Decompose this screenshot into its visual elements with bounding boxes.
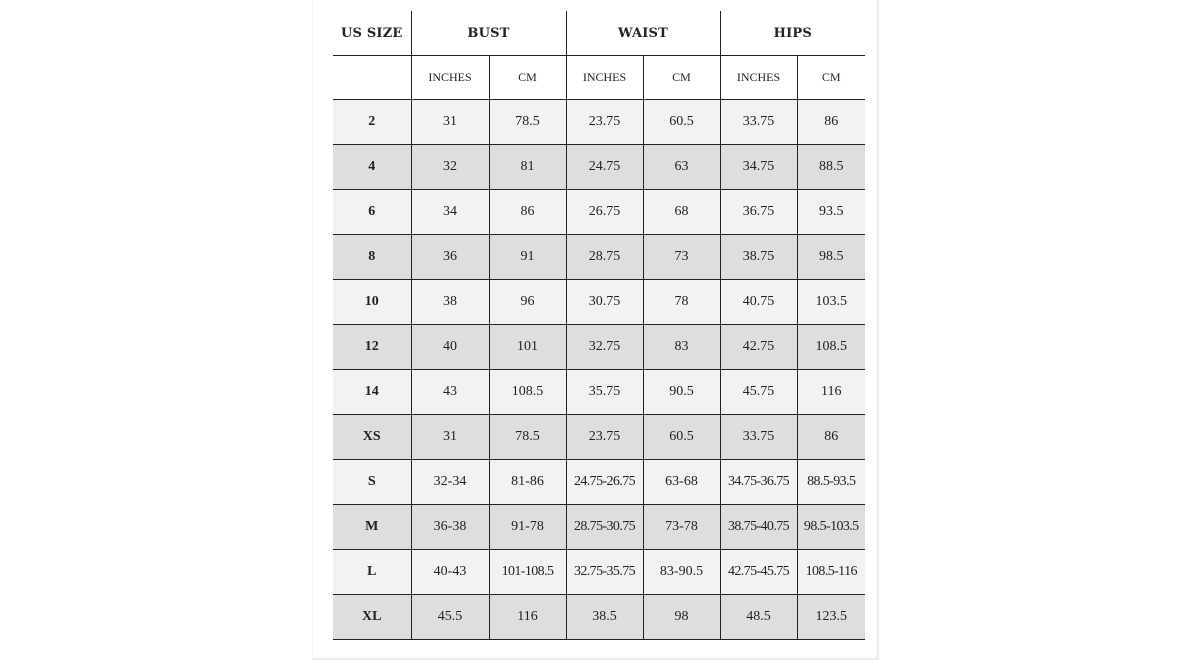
size-cell: 6 bbox=[333, 190, 411, 235]
bust-inches-cell: 40-43 bbox=[411, 550, 489, 595]
hips-inches-cell: 33.75 bbox=[720, 100, 797, 145]
waist-cm-cell: 63 bbox=[643, 145, 720, 190]
table-row bbox=[333, 100, 865, 145]
bust-cm-cell: 78.5 bbox=[489, 100, 566, 145]
subheader-empty bbox=[333, 56, 411, 100]
hips-cm-cell: 88.5 bbox=[797, 145, 865, 190]
waist-inches-cell: 23.75 bbox=[566, 100, 643, 145]
size-cell: 14 bbox=[333, 370, 411, 415]
bust-inches-cell: 36 bbox=[411, 235, 489, 280]
hips-inches-cell: 40.75 bbox=[720, 280, 797, 325]
waist-cm-cell: 63-68 bbox=[643, 460, 720, 505]
table-row bbox=[333, 595, 865, 640]
bust-cm-cell: 101-108.5 bbox=[489, 550, 566, 595]
table-row bbox=[333, 505, 865, 550]
bust-cm-cell: 96 bbox=[489, 280, 566, 325]
bust-cm-cell: 116 bbox=[489, 595, 566, 640]
waist-inches-cell: 30.75 bbox=[566, 280, 643, 325]
bust-inches-cell: 34 bbox=[411, 190, 489, 235]
hips-inches-cell: 33.75 bbox=[720, 415, 797, 460]
bust-inches-cell: 36-38 bbox=[411, 505, 489, 550]
size-cell: 4 bbox=[333, 145, 411, 190]
waist-inches-cell: 35.75 bbox=[566, 370, 643, 415]
waist-cm-cell: 83-90.5 bbox=[643, 550, 720, 595]
hips-inches-cell: 48.5 bbox=[720, 595, 797, 640]
bust-inches-cell: 32-34 bbox=[411, 460, 489, 505]
header-row bbox=[333, 11, 865, 56]
bust-inches-cell: 38 bbox=[411, 280, 489, 325]
table-row bbox=[333, 190, 865, 235]
size-cell: XL bbox=[333, 595, 411, 640]
waist-inches-cell: 38.5 bbox=[566, 595, 643, 640]
waist-cm-cell: 60.5 bbox=[643, 100, 720, 145]
hips-inches-cell: 42.75-45.75 bbox=[720, 550, 797, 595]
bust-inches-cell: 32 bbox=[411, 145, 489, 190]
waist-inches-cell: 32.75 bbox=[566, 325, 643, 370]
size-chart-header bbox=[333, 11, 865, 100]
subheader-hips-inches: INCHES bbox=[720, 56, 797, 100]
bust-cm-cell: 91-78 bbox=[489, 505, 566, 550]
hips-cm-cell: 108.5 bbox=[797, 325, 865, 370]
size-chart-body bbox=[333, 100, 865, 640]
bust-cm-cell: 91 bbox=[489, 235, 566, 280]
hips-cm-cell: 123.5 bbox=[797, 595, 865, 640]
hips-inches-cell: 42.75 bbox=[720, 325, 797, 370]
waist-inches-cell: 32.75-35.75 bbox=[566, 550, 643, 595]
header-bust: BUST bbox=[411, 11, 566, 56]
table-row bbox=[333, 325, 865, 370]
hips-cm-cell: 93.5 bbox=[797, 190, 865, 235]
size-cell: L bbox=[333, 550, 411, 595]
bust-inches-cell: 40 bbox=[411, 325, 489, 370]
hips-inches-cell: 34.75-36.75 bbox=[720, 460, 797, 505]
table-row bbox=[333, 370, 865, 415]
table-row bbox=[333, 235, 865, 280]
hips-cm-cell: 108.5-116 bbox=[797, 550, 865, 595]
bust-cm-cell: 81 bbox=[489, 145, 566, 190]
subheader-row bbox=[333, 56, 865, 100]
subheader-bust-inches: INCHES bbox=[411, 56, 489, 100]
bust-cm-cell: 81-86 bbox=[489, 460, 566, 505]
waist-inches-cell: 23.75 bbox=[566, 415, 643, 460]
bust-inches-cell: 31 bbox=[411, 100, 489, 145]
size-cell: 12 bbox=[333, 325, 411, 370]
waist-cm-cell: 98 bbox=[643, 595, 720, 640]
bust-inches-cell: 43 bbox=[411, 370, 489, 415]
size-cell: M bbox=[333, 505, 411, 550]
hips-inches-cell: 36.75 bbox=[720, 190, 797, 235]
bust-inches-cell: 45.5 bbox=[411, 595, 489, 640]
bust-cm-cell: 86 bbox=[489, 190, 566, 235]
table-row bbox=[333, 415, 865, 460]
size-cell: 2 bbox=[333, 100, 411, 145]
waist-inches-cell: 24.75 bbox=[566, 145, 643, 190]
hips-cm-cell: 103.5 bbox=[797, 280, 865, 325]
subheader-waist-cm: CM bbox=[643, 56, 720, 100]
waist-cm-cell: 90.5 bbox=[643, 370, 720, 415]
bust-cm-cell: 108.5 bbox=[489, 370, 566, 415]
subheader-hips-cm: CM bbox=[797, 56, 865, 100]
waist-cm-cell: 73 bbox=[643, 235, 720, 280]
waist-inches-cell: 28.75 bbox=[566, 235, 643, 280]
hips-cm-cell: 98.5-103.5 bbox=[797, 505, 865, 550]
hips-cm-cell: 116 bbox=[797, 370, 865, 415]
hips-inches-cell: 45.75 bbox=[720, 370, 797, 415]
waist-cm-cell: 60.5 bbox=[643, 415, 720, 460]
bust-cm-cell: 78.5 bbox=[489, 415, 566, 460]
size-cell: XS bbox=[333, 415, 411, 460]
table-row bbox=[333, 550, 865, 595]
bust-inches-cell: 31 bbox=[411, 415, 489, 460]
size-cell: 8 bbox=[333, 235, 411, 280]
waist-cm-cell: 68 bbox=[643, 190, 720, 235]
hips-inches-cell: 38.75-40.75 bbox=[720, 505, 797, 550]
table-row bbox=[333, 145, 865, 190]
subheader-waist-inches: INCHES bbox=[566, 56, 643, 100]
waist-cm-cell: 83 bbox=[643, 325, 720, 370]
size-cell: 10 bbox=[333, 280, 411, 325]
subheader-bust-cm: CM bbox=[489, 56, 566, 100]
hips-cm-cell: 86 bbox=[797, 100, 865, 145]
hips-cm-cell: 88.5-93.5 bbox=[797, 460, 865, 505]
waist-inches-cell: 26.75 bbox=[566, 190, 643, 235]
waist-cm-cell: 78 bbox=[643, 280, 720, 325]
hips-inches-cell: 38.75 bbox=[720, 235, 797, 280]
size-cell: S bbox=[333, 460, 411, 505]
size-chart-table bbox=[333, 11, 865, 640]
header-hips: HIPS bbox=[720, 11, 865, 56]
bust-cm-cell: 101 bbox=[489, 325, 566, 370]
waist-inches-cell: 24.75-26.75 bbox=[566, 460, 643, 505]
hips-inches-cell: 34.75 bbox=[720, 145, 797, 190]
hips-cm-cell: 86 bbox=[797, 415, 865, 460]
waist-cm-cell: 73-78 bbox=[643, 505, 720, 550]
table-row bbox=[333, 280, 865, 325]
header-us-size: US SIZE bbox=[333, 11, 411, 56]
waist-inches-cell: 28.75-30.75 bbox=[566, 505, 643, 550]
hips-cm-cell: 98.5 bbox=[797, 235, 865, 280]
table-row bbox=[333, 460, 865, 505]
header-waist: WAIST bbox=[566, 11, 720, 56]
